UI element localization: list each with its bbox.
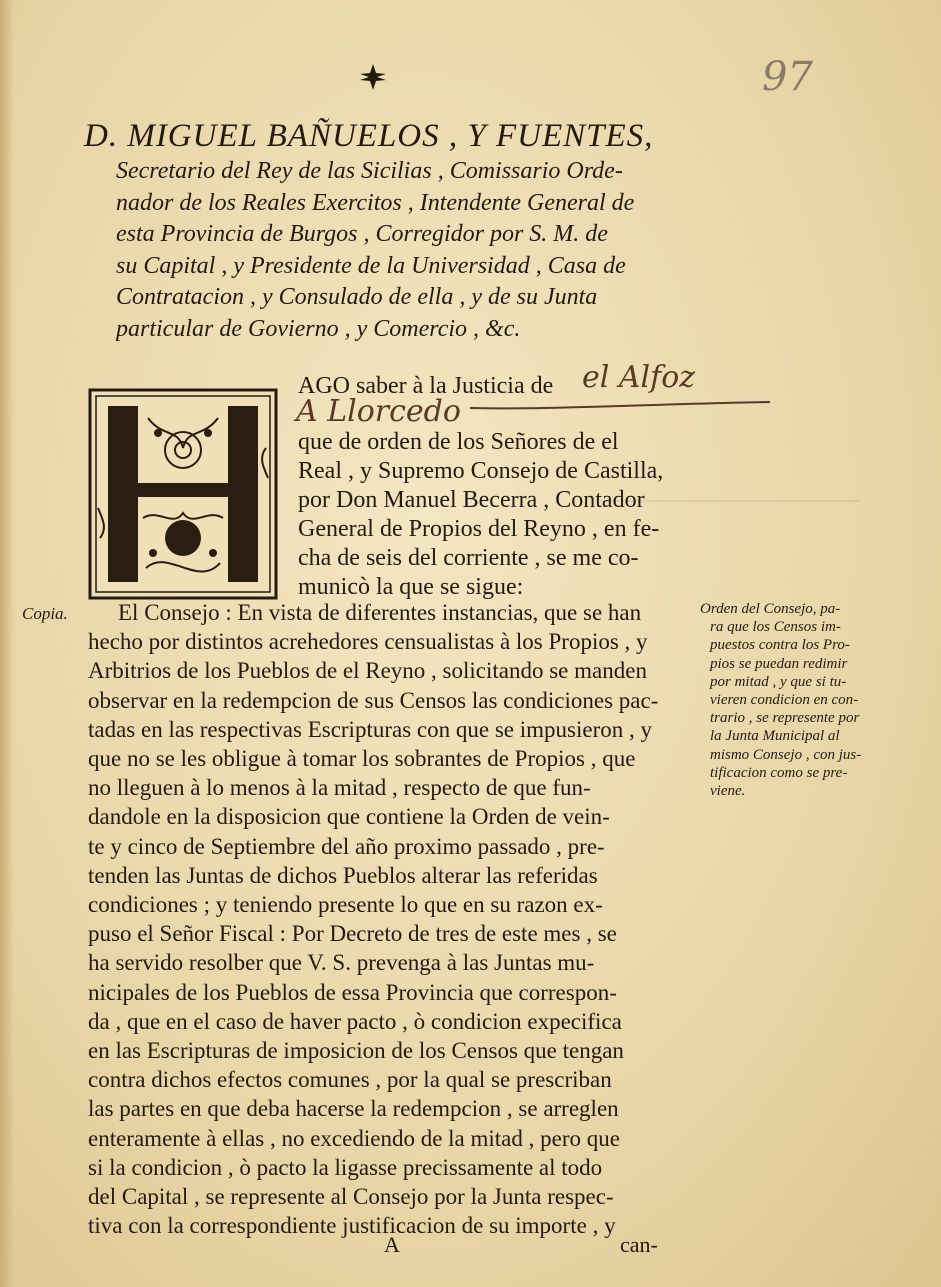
text-line: en las Escripturas de imposicion de los Censos que tengan: [88, 1038, 624, 1064]
handwritten-place-2: A Llorcedo: [296, 394, 461, 429]
intro-paragraph: [298, 428, 688, 602]
catchword: can-: [620, 1232, 658, 1257]
text-line: puso el Señor Fiscal : Por Decreto de tres de este mes , se: [88, 921, 617, 947]
text-line: por Don Manuel Becerra , Contador: [298, 487, 645, 513]
signature-mark: A: [384, 1232, 400, 1257]
title-line: particular de Govierno , y Comercio , &c.: [116, 315, 521, 342]
decorated-initial-h: [88, 388, 278, 600]
text-line: municò la que se sigue:: [298, 574, 524, 600]
marginal-line: tificacion como se pre-: [710, 764, 848, 781]
marginal-line: la Junta Municipal al: [710, 728, 840, 745]
page-edge-shadow: [0, 0, 14, 1287]
text-line: tiva con la correspondiente justificacion de su importe , y: [88, 1213, 616, 1239]
title-line: Contratacion , y Consulado de ella , y de su Junta: [116, 284, 598, 310]
document-heading: D. MIGUEL BAÑUELOS , Y FUENTES,: [84, 118, 654, 154]
title-line: su Capital , y Presidente de la Universidad , Casa de: [116, 252, 626, 279]
handwritten-underline: [470, 400, 770, 412]
text-line: que de orden de los Señores de el: [298, 429, 619, 455]
text-line: General de Propios del Reyno , en fe-: [298, 516, 660, 542]
cross-pattee-icon: [358, 62, 388, 92]
text-line: del Capital , se represente al Consejo por la Junta respec-: [88, 1184, 614, 1210]
marginal-line: vieren condicion en con-: [710, 692, 859, 709]
text-line: ha servido resolber que V. S. prevenga à las Juntas mu-: [88, 950, 595, 976]
text-line: enteramente à ellas , no excediendo de la mitad , pero que: [88, 1125, 620, 1151]
text-line: El Consejo : En vista de diferentes instancias, que se han: [118, 600, 642, 625]
handwritten-place-1: el Alfoz: [582, 360, 696, 395]
text-line: si la condicion , ò pacto la ligasse precissamente al todo: [88, 1154, 603, 1180]
text-line: Arbitrios de los Pueblos de el Reyno , solicitando se manden: [88, 658, 647, 684]
title-line: esta Provincia de Burgos , Corregidor por S. M. de: [116, 221, 608, 247]
copia-label: Copia.: [22, 604, 68, 623]
text-line: que no se les obligue à tomar los sobrantes de Propios , que: [88, 746, 636, 772]
marginal-line: ra que los Censos im-: [710, 619, 841, 636]
text-line: dandole en la disposicion que contiene la Orden de vein-: [88, 804, 610, 830]
title-line: nador de los Reales Exercitos , Intendente General de: [116, 189, 635, 216]
marginal-line: viene.: [710, 783, 746, 800]
text-line: tadas en las respectivas Escripturas con que se impusieron , y: [88, 716, 652, 742]
folio-number: 97: [762, 54, 813, 100]
intro-first-line: AGO saber à la Justicia de: [298, 373, 554, 399]
title-line: Secretario del Rey de las Sicilias , Comissario Orde-: [116, 158, 623, 184]
text-line: no lleguen à lo menos à la mitad , respecto de que fun-: [88, 775, 591, 801]
marginal-note: [700, 600, 890, 800]
text-line: nicipales de los Pueblos de essa Provincia que correspon-: [88, 979, 617, 1005]
text-line: observar en la redempcion de sus Censos las condiciones pac-: [88, 687, 659, 713]
body-paragraph: [88, 598, 688, 1240]
official-titles: [116, 156, 686, 345]
marginal-line: mismo Consejo , con jus-: [710, 746, 862, 763]
text-line: te y cinco de Septiembre del año proximo passado , pre-: [88, 833, 605, 859]
marginal-line: puestos contra los Pro-: [710, 637, 850, 654]
text-line: las partes en que deba hacerse la redempcion , se arreglen: [88, 1096, 619, 1122]
text-line: hecho por distintos acrehedores censualistas à los Propios , y: [88, 629, 648, 655]
marginal-line: por mitad , y que si tu-: [710, 673, 847, 690]
text-line: condiciones ; y teniendo presente lo que en su razon ex-: [88, 892, 603, 918]
marginal-line: trario , se represente por: [710, 710, 860, 727]
text-line: contra dichos efectos comunes , por la qual se prescriban: [88, 1067, 612, 1093]
text-line: Real , y Supremo Consejo de Castilla,: [298, 458, 664, 484]
marginal-line: Orden del Consejo, pa-: [700, 601, 841, 617]
text-line: tenden las Juntas de dichos Pueblos alterar las referidas: [88, 862, 598, 888]
marginal-line: pios se puedan redimir: [710, 655, 848, 672]
text-line: cha de seis del corriente , se me co-: [298, 545, 639, 571]
text-line: da , que en el caso de haver pacto , ò condicion expecifica: [88, 1008, 622, 1034]
